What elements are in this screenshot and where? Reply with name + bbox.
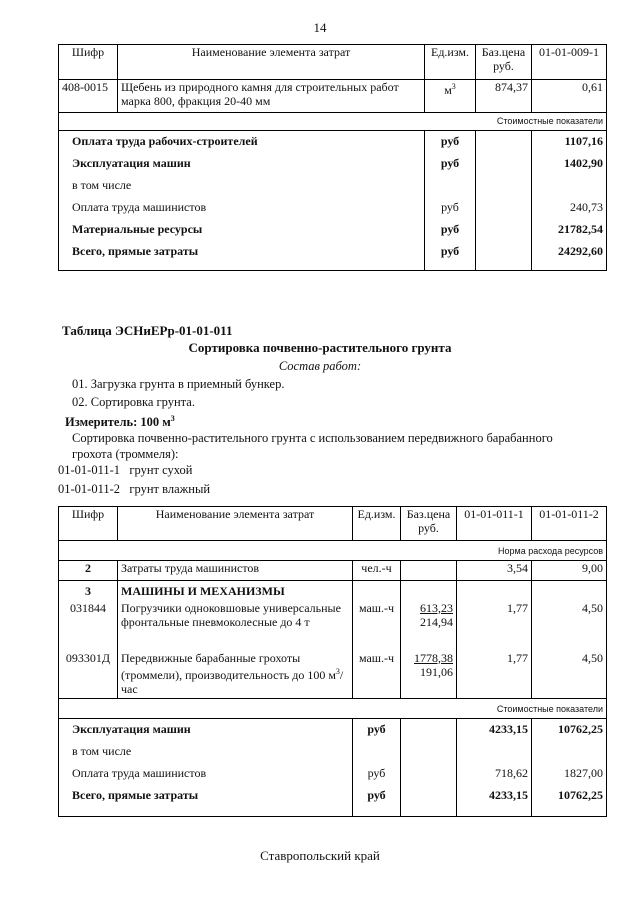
machine-unit: маш.-ч — [353, 601, 401, 651]
cost-price — [476, 131, 532, 153]
cost-row — [59, 719, 607, 741]
labor-unit: чел.-ч — [353, 561, 401, 581]
labor-value-2: 9,00 — [532, 561, 607, 581]
section-label-resource-norms: Норма расхода ресурсов — [59, 541, 607, 561]
cost-row — [59, 241, 607, 271]
header-name: Наименование элемента затрат — [118, 45, 425, 80]
header-base-price-line2: руб. — [493, 59, 514, 73]
cost-unit: руб — [353, 719, 401, 741]
header-base-price-line1: Баз.цена — [406, 507, 451, 521]
work-composition-title: Состав работ: — [278, 359, 362, 373]
cost-row — [59, 763, 607, 785]
machine-price-bottom: 214,94 — [420, 614, 453, 629]
cost-value: 24292,60 — [532, 241, 607, 271]
machine-value-2: 4,50 — [532, 601, 607, 651]
header-base-price-line1: Баз.цена — [481, 45, 526, 59]
variant-1: 01-01-011-1 грунт сухой — [58, 463, 193, 477]
cost-value: 1107,16 — [532, 131, 607, 153]
norm-label-row — [59, 541, 607, 561]
cost-value-1: 718,62 — [457, 763, 532, 785]
cost-price — [401, 719, 457, 741]
table-header-row — [59, 45, 607, 80]
footer-region: Ставропольский край — [260, 848, 380, 863]
page-number: 14 — [313, 20, 327, 35]
row-code: 408-0015 — [59, 80, 118, 113]
machine-value-1: 1,77 — [457, 651, 532, 699]
table-row — [59, 561, 607, 581]
header-code: Шифр — [59, 45, 118, 80]
table-title: Таблица ЭСНиЕРр-01-01-011 — [62, 323, 233, 338]
machine-unit: маш.-ч — [353, 651, 401, 699]
cost-value — [532, 175, 607, 197]
cost-name: Оплата труда машинистов — [59, 763, 353, 785]
labor-price — [401, 561, 457, 581]
cost-price — [476, 219, 532, 241]
cost-value-2: 1827,00 — [532, 763, 607, 785]
cost-row — [59, 153, 607, 175]
row-name: Щебень из природного камня для строительных работ марка 800, фракция 20-40 мм — [118, 80, 425, 113]
cost-row — [59, 741, 607, 763]
table-header-row — [59, 507, 607, 541]
cost-price — [476, 241, 532, 271]
row-unit: $м^3$ — [425, 80, 476, 113]
header-name: Наименование элемента затрат — [118, 507, 353, 541]
cost-name: Всего, прямые затраты — [59, 241, 425, 271]
cost-row — [59, 197, 607, 219]
header-unit: Ед.изм. — [353, 507, 401, 541]
cost-name: в том числе — [59, 741, 353, 763]
cost-name: Эксплуатация машин — [59, 719, 353, 741]
table-row — [59, 651, 607, 699]
cost-price — [476, 153, 532, 175]
cost-name: Всего, прямые затраты — [59, 785, 353, 817]
section-heading: Сортировка почвенно-растительного грунта — [188, 340, 452, 355]
cost-unit: руб — [425, 219, 476, 241]
row-price: 874,37 — [476, 80, 532, 113]
header-norm-column-2: 01-01-011-2 — [532, 507, 607, 541]
cost-value-1: 4233,15 — [457, 785, 532, 817]
section-label-cost-indicators: Стоимостные показатели — [59, 113, 607, 131]
machine-name: Погрузчики одноковшовые универсальные фронтальные пневмоколесные до 4 т — [118, 601, 353, 651]
work-description: Сортировка почвенно-растительного грунта с использованием передвижного барабанного грохота (троммеля): — [72, 431, 553, 461]
machine-code: 031844 — [59, 601, 118, 651]
machine-price-top: 1778,38 — [414, 650, 453, 665]
cost-name: в том числе — [59, 175, 425, 197]
work-item-2: 02. Сортировка грунта. — [72, 395, 195, 409]
cost-price — [401, 741, 457, 763]
machine-name: Передвижные барабанные грохоты (троммели), производительность до 100 $м^3$/час — [118, 651, 353, 699]
cost-value-2: 10762,25 — [532, 785, 607, 817]
machines-section-name: МАШИНЫ И МЕХАНИЗМЫ — [118, 581, 353, 601]
header-norm-column: 01-01-009-1 — [532, 45, 607, 80]
labor-code: 2 — [59, 561, 118, 581]
cost-unit: руб — [425, 153, 476, 175]
header-base-price — [401, 507, 457, 541]
cost-row — [59, 131, 607, 153]
cost-name: Материальные ресурсы — [59, 219, 425, 241]
cost-value-1 — [457, 741, 532, 763]
cost-price — [476, 175, 532, 197]
header-base-price — [476, 45, 532, 80]
cost-row — [59, 175, 607, 197]
cost-name: Оплата труда рабочих-строителей — [59, 131, 425, 153]
header-code: Шифр — [59, 507, 118, 541]
cost-unit — [353, 741, 401, 763]
section-label-row — [59, 699, 607, 719]
labor-name: Затраты труда машинистов — [118, 561, 353, 581]
cost-price — [401, 763, 457, 785]
cost-table-01-01-009 — [58, 44, 607, 271]
machine-code: 093301Д — [59, 651, 118, 699]
cost-price — [401, 785, 457, 817]
header-norm-column-1: 01-01-011-1 — [457, 507, 532, 541]
work-item-1: 01. Загрузка грунта в приемный бункер. — [72, 377, 285, 391]
cost-unit: руб — [425, 241, 476, 271]
section-row — [59, 581, 607, 601]
machine-price — [401, 651, 457, 699]
cost-table-01-01-011 — [58, 506, 607, 817]
header-unit: Ед.изм. — [425, 45, 476, 80]
cost-price — [476, 197, 532, 219]
header-base-price-line2: руб. — [418, 521, 439, 535]
row-value: 0,61 — [532, 80, 607, 113]
cost-value: 240,73 — [532, 197, 607, 219]
machine-value-1: 1,77 — [457, 601, 532, 651]
cost-row — [59, 219, 607, 241]
cost-unit: руб — [353, 785, 401, 817]
cost-value: 21782,54 — [532, 219, 607, 241]
cost-value: 1402,90 — [532, 153, 607, 175]
table-row — [59, 601, 607, 651]
labor-value-1: 3,54 — [457, 561, 532, 581]
cost-value-1: 4233,15 — [457, 719, 532, 741]
cost-value-2: 10762,25 — [532, 719, 607, 741]
machine-price-bottom: 191,06 — [420, 664, 453, 679]
cost-unit — [425, 175, 476, 197]
cost-unit: руб — [353, 763, 401, 785]
cost-row — [59, 785, 607, 817]
section-label-row — [59, 113, 607, 131]
machine-price — [401, 601, 457, 651]
section-label-cost-indicators: Стоимостные показатели — [59, 699, 607, 719]
cost-name: Оплата труда машинистов — [59, 197, 425, 219]
cost-unit: руб — [425, 197, 476, 219]
cost-unit: руб — [425, 131, 476, 153]
machine-value-2: 4,50 — [532, 651, 607, 699]
cost-value-2 — [532, 741, 607, 763]
measure-unit: Измеритель: 100 $м^3$ — [65, 414, 175, 430]
machines-section-code: 3 — [59, 581, 118, 601]
machine-price-top: 613,23 — [420, 600, 453, 615]
cost-name: Эксплуатация машин — [59, 153, 425, 175]
table-row — [59, 80, 607, 113]
variant-2: 01-01-011-2 грунт влажный — [58, 482, 211, 496]
